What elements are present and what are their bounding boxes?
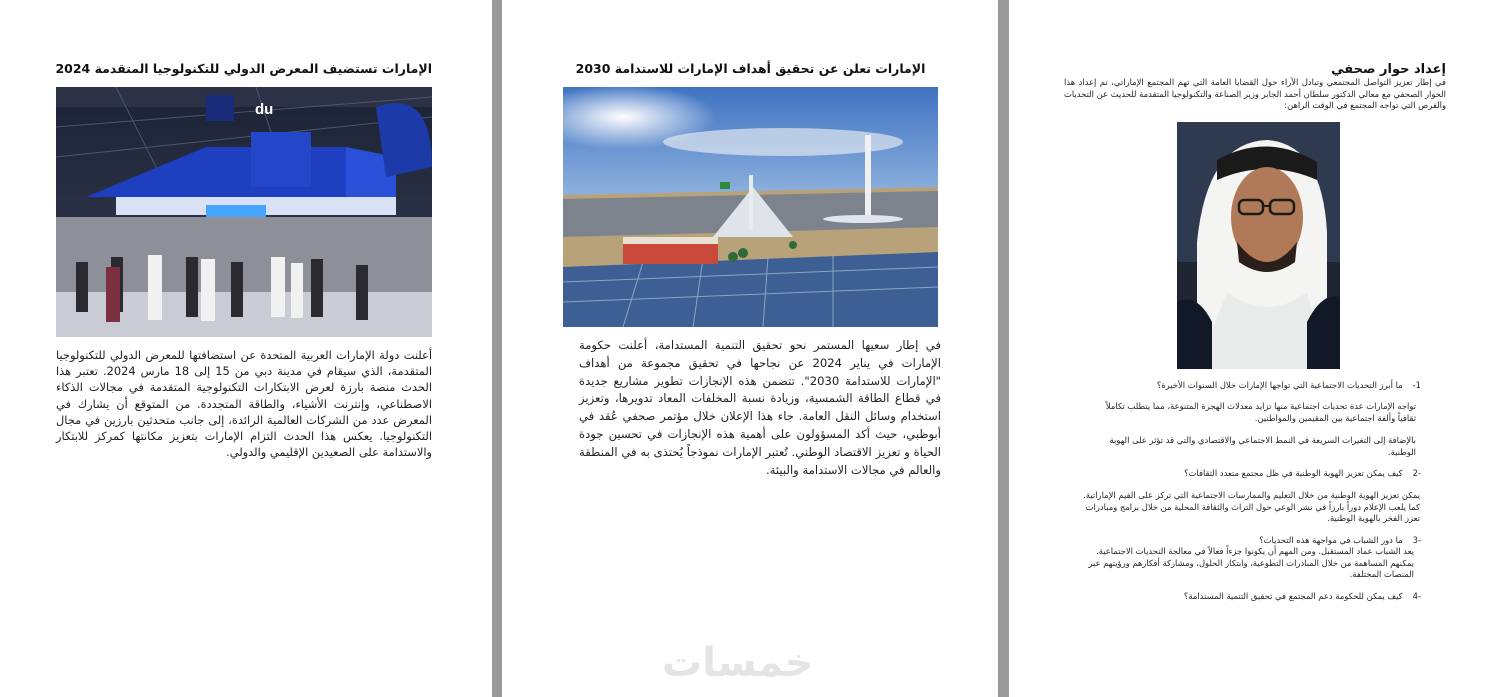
article-title: الإمارات تستضيف المعرض الدولي للتكنولوجيا المتقدمة 2024 (55, 61, 432, 76)
answer-3: يعد الشباب عماد المستقبل. ومن المهم أن يكونوا جزءاً فعالاً في معالجة التحديات الاجتماعية. يمكنهم المساهمة من خلال المبادرات التطوعية، وابتكار الحلول، ومشاركة أفكارهم ورؤيتهم عبر المنصات المختلفة. (1088, 546, 1414, 580)
page-right (1009, 0, 1503, 697)
du-logo-text: du (255, 101, 274, 118)
interview-intro: في إطار تعزيز التواصل المجتمعي وتبادل الآراء حول القضايا العامة التي تهم المجتمع الإماراتي، تم إعداد هذا الحوار الصحفي مع معالي الدكتور سلطان أحمد الجابر وزير الصناعة والتكنولوجيا المتقدمة للحديث عن التحديات والفرص التي تواجه المجتمع في الوقت الراهن: (1064, 77, 1446, 111)
question-2: -2كيف يمكن تعزيز الهوية الوطنية في ظل مجتمع متعدد الثقافات؟ (1184, 468, 1421, 478)
watermark: خمسات (662, 640, 814, 686)
page-left (0, 0, 492, 697)
exhibition-photo (56, 87, 432, 337)
article-body: في إطار سعيها المستمر نحو تحقيق التنمية المستدامة، أعلنت حكومة الإمارات في يناير 2024 عن نجاحها في تحقيق مجموعة من أهداف "الإمارات للاستدامة 2030". تتضمن هذه الإنجازات تطوير مشاريع جديدة في قطاع الطاقة الشمسية، وزيادة نسبة المخلفات المعاد تدويرها، وتعزيز استخدام وسائل النقل العامة. جاء هذا الإعلان خلال مؤتمر صحفي عُقد في أبوظبي، حيث أكد المسؤولون على أهمية هذه الإنجازات في تحسين جودة الحياة و تعزيز الاقتصاد الوطني. تُعتبر الإمارات نموذجاً يُحتذى به في المنطقة والعالم في مجالات الاستدامة والبيئة. (579, 338, 941, 477)
solar-park-photo (563, 87, 938, 327)
question-4: -4كيف يمكن للحكومة دعم المجتمع في تحقيق التنمية المستدامة؟ (1183, 591, 1421, 601)
article-body: أعلنت دولة الإمارات العربية المتحدة عن استضافتها للمعرض الدولي للتكنولوجيا المتقدمة، الذي سيقام في مدينة دبي من 15 إلى 18 مارس 2024. تعتبر هذا الحدث منصة بارزة لعرض الابتكارات التكنولوجية المتقدمة في مجالات الذكاء الاصطناعي، وإنترنت الأشياء، والطاقة المتجددة. من المتوقع أن يشارك في المعرض عدد من الشركات العالمية الرائدة، إلى جانب متحدثين بارزين في مجال التكنولوجيا. يعكس هذا الحدث التزام الإمارات بتعزيز مكانتها كمركز للابتكار والاستدامة على الصعيدين الإقليمي والدولي. (56, 348, 433, 460)
answer-2: يمكن تعزيز الهوية الوطنية من خلال التعليم والممارسات الاجتماعية التي تركز على القيم الإماراتية. كما يلعب الإعلام دوراً بارزاً في نشر الوعي حول التراث والثقافة المحلية من خلال برامج ومبادرات تعزز الفخر بالهوية الوطنية. (1083, 490, 1420, 524)
question-3: -3ما دور الشباب في مواجهة هذه التحديات؟ (1259, 535, 1421, 545)
question-1: 1-ما أبرز التحديات الاجتماعية التي تواجها الإمارات خلال السنوات الأخيرة؟ (1156, 380, 1421, 390)
answer-1b: بالإضافة إلى التغيرات السريعة في النمط الاجتماعي والاقتصادي والتي قد تؤثر على الهوية الوطنية. (1109, 435, 1416, 457)
interview-title: إعداد حوار صحفي (1331, 62, 1446, 77)
answer-1a: تواجه الإمارات عدة تحديات اجتماعية منها تزايد معدلات الهجرة المتنوعة، مما يتطلب تكاملاً ثقافياً وألفة اجتماعية بين المقيمين والمواطنين. (1105, 401, 1416, 423)
article-title: الإمارات تعلن عن تحقيق أهداف الإمارات للاستدامة 2030 (575, 61, 926, 76)
page-middle (502, 0, 998, 697)
minister-portrait (1177, 122, 1340, 369)
